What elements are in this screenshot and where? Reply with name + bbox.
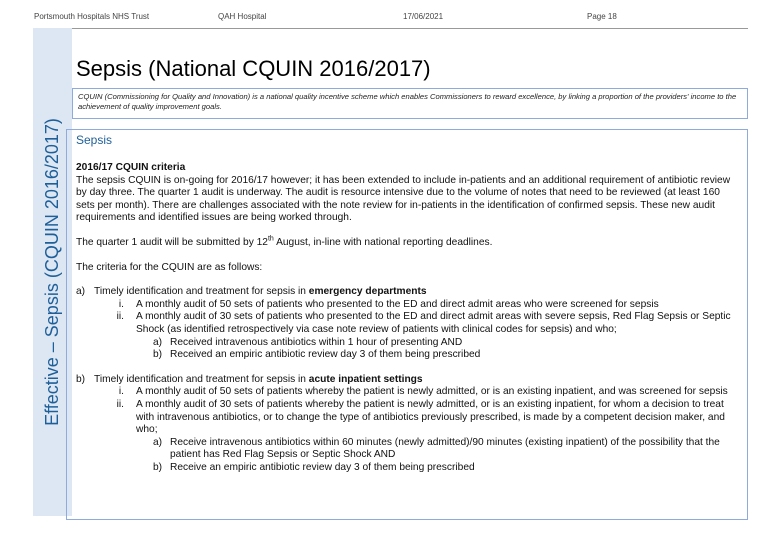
criteria-a-ii-a: a) Received intravenous antibiotics within 1 hour of presenting AND xyxy=(152,336,463,348)
section-body xyxy=(76,162,740,474)
criteria-b: b) Timely identification and treatment for sepsis in acute inpatient settings xyxy=(76,373,423,385)
header-rule xyxy=(33,28,748,29)
criteria-a-i: i. A monthly audit of 50 sets of patients who presented to the ED and direct admit areas who were screened for sepsis xyxy=(118,298,659,310)
criteria-a-ii: ii. A monthly audit of 30 sets of patients who presented to the ED and direct admit areas with severe sepsis, Red Flag Sepsis or Septic Shock (as identified retrospectively via case note review of patients with clinical codes for sepsis) and who; xyxy=(116,311,731,335)
criteria-b-i: i. A monthly audit of 50 sets of patients whereby the patient is newly admitted, or is an existing inpatient, and was screened for sepsis xyxy=(118,386,728,398)
criteria-b-ii: ii. A monthly audit of 30 sets of patients whereby the patient is newly admitted, or is an existing inpatient, for whom a decision to treat with intravenous antibiotics, or to change the type of antibiotics previously prescribed, is made by a competent decision maker, and who; xyxy=(116,398,725,436)
page-title: Sepsis (National CQUIN 2016/2017) xyxy=(76,56,431,81)
criteria-b-ii-b: b) Receive an empiric antibiotic review day 3 of them being prescribed xyxy=(152,461,475,473)
header-trust: Portsmouth Hospitals NHS Trust xyxy=(34,12,150,21)
criteria-a-ii-b: b) Received an empiric antibiotic review day 3 of them being prescribed xyxy=(152,349,481,361)
sidebar-label: Effective – Sepsis (CQUIN 2016/2017) xyxy=(42,118,62,426)
header-hospital: QAH Hospital xyxy=(218,12,267,21)
criteria-b-ii-a: a) Receive intravenous antibiotics within 60 minutes (newly admitted)/90 minutes (existing inpatient) of the possibility that the patient has Red Flag Sepsis or Septic Shock AND xyxy=(152,436,720,461)
criteria-text: The sepsis CQUIN is on-going for 2016/17 however; it has been extended to include in-patients and an additional requirement of antibiotic review by day three. The quarter 1 audit is underway. The audit is resource intensive due to the volume of notes that need to be reviewed (at least 160 sets per month). There are challenges associated with the note review for in-patients in the identification of confirmed sepsis. These new audit requirements and identified issues are being worked through. xyxy=(76,174,731,224)
q1-note: The quarter 1 audit will be submitted by 12th August, in-line with national reporting deadlines. xyxy=(76,235,493,248)
criteria-intro: The criteria for the CQUIN are as follows: xyxy=(76,261,263,273)
criteria-a: a) Timely identification and treatment for sepsis in emergency departments xyxy=(76,286,427,298)
section-heading: Sepsis xyxy=(76,133,113,147)
criteria-heading: 2016/17 CQUIN criteria xyxy=(76,162,186,173)
header-page: Page 18 xyxy=(587,12,617,21)
intro-box: CQUIN (Commissioning for Quality and Innovation) is a national quality incentive scheme which enables Commissioners to reward excellence, by linking a proportion of the providers' income to the achievement of quality improvement goals. xyxy=(72,88,748,119)
header-date: 17/06/2021 xyxy=(403,12,444,21)
